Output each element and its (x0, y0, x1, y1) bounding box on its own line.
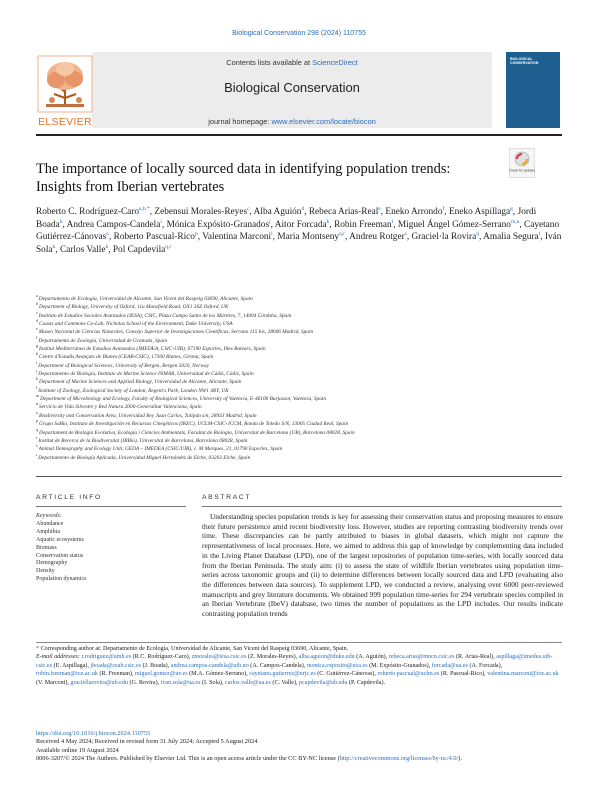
author-affiliation-marker[interactable]: q (476, 231, 480, 238)
affiliation-text: Institute of Zoology, Zoological Society of London, Regent's Park, London NW1 4RY, UK (38, 387, 229, 394)
email-owner: (R. Freeman) (97, 671, 132, 678)
author-name[interactable]: Iván Sola (36, 232, 562, 255)
keyword-item: Abundance (36, 520, 64, 527)
affiliation-marker: a (36, 293, 39, 299)
author-affiliation-marker[interactable]: m,n (510, 218, 520, 225)
email-owner: (R.C. Rodríguez-Caro) (131, 654, 189, 661)
affiliation-item (36, 420, 566, 428)
affiliation-item (36, 445, 566, 453)
email-owner: (M.A. Gómez-Serrano) (187, 671, 247, 678)
author-list: Roberto C. Rodríguez-Caro$^{a,b,*}$, Zebensui Morales-Reyes$^c$, Alba Aguión$^d$, Rebeca Arias-Real$^e$, Eneko Arrondo$^f$, Eneko Aspillaga$^g$, Jordi Boada$^h$, Andrea Campos-Candela$^i$, Mónica Expósito-Granados$^j$, Aitor Forcada$^k$, Robin Freeman$^l$, Miguel Ángel Gómez-Serrano$^{m,n}$, Cayetano Gutiérrez-Cánovas$^o$, Roberto Pascual-Rico$^p$, Valentina Marconi$^l$, Maria Montseny$^{q,r}$, Andreu Rotger$^s$, Graciel·la Rovira$^q$, Amalia Segura$^t$, Iván Sola$^k$, Carlos Valle$^k$, Pol Capdevila$^{q,r}$ (36, 205, 562, 255)
affiliation-item (36, 387, 566, 395)
author-affiliation-marker[interactable]: g (510, 205, 513, 212)
affiliation-marker: f (36, 334, 39, 340)
affiliation-text: Animal Demography and Ecology Unit, GEDA – IMEDEA (CSIC/UIB), c. M Marques, 21, 01790 Esporles, Spain (38, 446, 283, 453)
article-title (36, 160, 506, 196)
affiliation-marker: m (36, 393, 41, 399)
email-link[interactable]: alba.aguion@duke.edu (298, 654, 355, 661)
affiliation-marker: t (36, 451, 39, 457)
affiliation-item (36, 328, 566, 336)
affiliations-rule (36, 476, 562, 477)
affiliation-text: Institut de Recerca de la Biodiversitat (IRBio), Universitat de Barcelona, Barcelona 08028, Spain (38, 437, 248, 444)
email-link[interactable]: ivan.sola@ua.es (160, 679, 201, 686)
affiliation-item (36, 359, 566, 370)
email-link[interactable]: aspillaga@imedea.uib-csic.es (36, 654, 553, 669)
email-owner: (A. Forcada) (468, 662, 501, 669)
title-line: Insights from Iberian vertebrates (36, 179, 225, 195)
author-name[interactable]: Pol Capdevila (112, 244, 166, 255)
email-owner: (R. Pascual-Rico) (439, 671, 485, 678)
author-affiliation-marker[interactable]: k (52, 243, 56, 250)
email-link[interactable]: graciellarovira@ub.edu (70, 679, 128, 686)
affiliation-text: Department of Biological Sciences, University of Bergen, Bergen 5020, Norway (38, 362, 209, 369)
author-name[interactable]: Valentina Marconi (202, 232, 272, 243)
author-name[interactable]: Roberto Pascual-Rico (113, 232, 195, 243)
affiliation-marker: l (36, 385, 39, 390)
affiliation-text: Departamento de Biología, Instituto de Marine Science INMAR, Universidad de Cádiz, Cádiz, Spain (38, 371, 254, 378)
affiliation-text: Coasts and Commons Co-Lab, Nicholas School of the Environment, Duke University, USA (39, 321, 233, 328)
article-history (36, 730, 562, 763)
corresponding-author-note (36, 645, 562, 653)
affiliation-marker: p (36, 418, 39, 424)
affiliation-item (36, 303, 566, 311)
keyword-item: Biomass (36, 544, 57, 551)
affiliation-item (36, 426, 566, 437)
author-affiliation-marker[interactable]: d (301, 205, 305, 212)
author-affiliation-marker[interactable]: q,r (165, 243, 172, 250)
header-rule (36, 134, 562, 136)
abstract-paragraph: Understanding species population trends is key for assessing their conservation status and proposing measures to ensure their future persistence amid recent biodiversity loss. However, studies are reporting contrasting biodiversity trends over time. These discrepancies can be partly attributed to biases in global datasets, which might not capture the representativeness of local processes. Here, we aimed to address this gap of knowledge by complementing data included in the Living Planet Database (LPD), one of the largest repositories of population time-series, with locally sourced data from the Iberian Peninsula. The study aim: (i) to assess the state of wildlife Iberian vertebrates using population time-series across taxonomic groups and (ii) to determine differences between locally sourced data and LPD (evaluating also the differences between data sources). To supplement LPD, we conducted a review, analysing over 6000 peer-reviewed manuscripts and grey literature documents. We obtained 999 population time-series for 294 vertebrate species compiled in an Iberian Vertebrate (IbeV) database, two times the number of populations as the LPD includes. Our results indicate contrasting population trends (202, 512, 563, 619)
author-name[interactable]: Rebeca Arias-Real (308, 207, 379, 217)
badge-label: Check for updates (509, 168, 535, 173)
author-name[interactable]: Eneko Aspillaga (448, 207, 511, 217)
author-affiliation-marker[interactable]: k (326, 218, 330, 225)
author-affiliation-marker[interactable]: q,r (339, 231, 346, 238)
affiliation-item (36, 378, 566, 386)
author-affiliation-marker[interactable]: e (378, 205, 381, 212)
affiliation-text: Servicio de Vida Silvestre y Red Natura 2000-Generalitat Valenciana, Spain (39, 404, 202, 411)
homepage-link[interactable]: www.elsevier.com/locate/biocon (271, 117, 376, 126)
footnote-rule (36, 642, 562, 643)
affiliation-text: Departamento de Zoología, Universidad de Granada, Spain (38, 337, 168, 344)
author-name[interactable]: Miguel Ángel Gómez-Serrano (397, 219, 511, 230)
affiliation-marker: q (36, 426, 39, 432)
affiliation-item (36, 403, 566, 411)
article-info-heading: ARTICLE INFO (36, 494, 102, 501)
affiliation-item (36, 451, 566, 462)
keyword-item: Conservation status (36, 552, 84, 559)
abstract-rule (202, 506, 562, 507)
author-affiliation-marker[interactable]: o (106, 231, 109, 238)
affiliation-item (36, 320, 566, 328)
email-label: E-mail addresses: (36, 654, 80, 661)
affiliation-text: Instituto de Estudios Sociales Avanzados (IESA), CSIC, Plaza Campo Santo de los Mártires, 7, 14004 Córdoba, Spain (38, 312, 292, 319)
keyword-item: Density (36, 568, 55, 575)
email-link[interactable]: cayetano.gutierrez@urjc.es (249, 671, 316, 678)
affiliation-text: Biodiversity and Conservation Area, Universidad Rey Juan Carlos, Tulipán s/n, 28933 Madrid, Spain (39, 412, 257, 419)
author-affiliation-marker[interactable]: j (269, 218, 271, 225)
affiliation-item (36, 437, 566, 445)
author-name[interactable]: Graciel·la Rovira (411, 232, 477, 243)
affiliation-marker: e (36, 326, 39, 332)
author-name[interactable]: Maria Montseny (277, 232, 340, 243)
affiliation-marker: j (36, 368, 39, 374)
author-affiliation-marker[interactable]: l (391, 218, 394, 225)
corresponding-author-text: Corresponding author at: Departamento de Ecología, Universidad de Alicante, San Vicent del Raspeig 03690, Alicante, Spain. (40, 646, 349, 652)
affiliation-text: Departament de Biologia Evolutiva, Ecologia i Ciències Ambientals, Facultat de Biologia, Universitat de Barcelona (UB), Barcelona 08028, Spain (39, 429, 355, 436)
article-info-rule (36, 506, 186, 507)
license-prefix: 0006-3207/© 2024 The Authors. Published by Elsevier Ltd. This is an open access article under the CC BY-NC license ( (36, 754, 340, 762)
affiliation-text: Grupo SaBio, Instituto de Investigación en Recursos Cinegéticos (IREC), UCLM-CSIC-JCCM, Ronda de Toledo S/N, 13005 Ciudad Real, Spain (39, 421, 349, 428)
affiliation-item (36, 345, 566, 353)
affiliation-text: Department of Biology, University of Oxford, 11a Mansfield Road, OX1 3SZ Oxford, UK (39, 304, 229, 311)
email-owner: (R. Arias-Real) (454, 654, 494, 661)
check-for-updates-icon[interactable] (509, 148, 535, 178)
keywords-list (36, 521, 186, 584)
author-affiliation-marker[interactable]: a,b,* (139, 205, 150, 212)
author-name[interactable]: Amalia Segura (483, 232, 539, 243)
email-owner: (A. Campos-Candela) (248, 662, 304, 669)
license-suffix: ). (458, 754, 462, 762)
email-link[interactable]: valentina.marconi@ioz.ac.uk (487, 671, 559, 678)
affiliation-text: Department of Marine Sciences and Applied Biology, Universidad de Alicante, Alicante, Spain (39, 379, 242, 386)
elsevier-tree-logo (36, 54, 94, 114)
keyword-item: Demography (36, 560, 68, 567)
author-affiliation-marker[interactable]: l (271, 231, 273, 238)
author-affiliation-marker[interactable]: c (247, 205, 250, 212)
keywords-label: Keywords: (36, 513, 62, 519)
homepage-prefix: journal homepage: (208, 117, 272, 126)
asterisk-marker: * (36, 646, 40, 652)
affiliation-marker: k (36, 376, 39, 382)
email-link[interactable]: r.rodriguez@umh.es (81, 654, 132, 661)
license-statement (36, 755, 562, 763)
affiliation-text: Centre d'Estudis Avançats de Blanes (CEAB-CSIC), 17300 Blanes, Girona, Spain (39, 354, 214, 361)
email-link[interactable]: forcada@ua.es (431, 662, 468, 669)
author-affiliation-marker[interactable]: k (105, 243, 109, 250)
author-name[interactable]: Mónica Expósito-Granados (166, 219, 270, 230)
affiliation-item (36, 334, 566, 345)
author-name[interactable]: Andreu Rotger (349, 232, 405, 243)
email-link[interactable]: robin.freeman@ioz.ac.uk (36, 671, 98, 678)
cover-title: BIOLOGICAL CONSERVATION (510, 57, 539, 66)
email-link[interactable]: andrea.campos-candela@uib.no (170, 662, 249, 669)
email-owner: (V. Marconi) (36, 679, 68, 686)
affiliation-text: Department of Microbiology and Ecology, Faculty of Biological Sciences, University of Valencia, E-46100 Burjassot, Valencia, Spain (40, 396, 327, 403)
author-affiliation-marker[interactable]: h (59, 218, 63, 225)
journal-title: Biological Conservation (224, 80, 360, 95)
abstract-body (202, 512, 563, 619)
email-owner: (G. Rovira) (127, 679, 158, 686)
author-name[interactable]: Cayetano Gutiérrez-Cánovas (36, 219, 560, 243)
affiliations-list (36, 295, 566, 462)
affiliation-marker: g (36, 343, 39, 349)
author-name[interactable]: Robin Freeman (334, 219, 392, 230)
affiliation-marker: h (36, 351, 39, 357)
author-name[interactable]: Andrea Campos-Candela (66, 219, 161, 230)
keywords-block (36, 513, 186, 584)
author-affiliation-marker[interactable]: i (160, 218, 162, 225)
author-affiliation-marker[interactable]: s (404, 231, 407, 238)
email-link[interactable]: carlos.valle@ua.es (225, 679, 271, 686)
author-affiliation-marker[interactable]: p (194, 231, 198, 238)
author-affiliation-marker[interactable]: t (538, 231, 541, 238)
email-owner: (A. Aguión) (354, 654, 386, 661)
affiliation-text: Departamento de Ecología, Universidad de Alicante, San Vicent del Raspeig 03690, Alicante, Spain (38, 296, 253, 302)
available-online: Available online 19 August 2024 (36, 746, 119, 754)
affiliation-item (36, 353, 566, 361)
journal-homepage (92, 117, 492, 126)
email-link[interactable]: pcapdevila@ub.edu (299, 679, 348, 686)
email-owner: (C. Valle) (270, 679, 296, 686)
license-link[interactable]: http://creativecommons.org/licenses/by-nc/4.0/ (339, 754, 459, 762)
keyword-item: Population dynamics (36, 576, 87, 583)
email-owner: (E. Aspillaga) (52, 662, 88, 669)
affiliation-marker: b (36, 301, 39, 307)
author-name[interactable]: Aitor Forcada (274, 219, 327, 230)
email-owner: (C. Gutiérrez-Cánovas) (315, 671, 375, 678)
email-owner: (J. Boada) (141, 662, 168, 669)
affiliation-marker: o (36, 410, 39, 416)
contents-prefix: Contents lists available at (226, 58, 313, 67)
title-line: The importance of locally sourced data in identifying population trends: (36, 161, 451, 177)
affiliation-marker: s (36, 443, 39, 449)
author-name[interactable]: Carlos Valle (59, 244, 106, 255)
author-affiliation-marker[interactable]: f (442, 205, 445, 212)
contents-line (92, 58, 492, 67)
email-owner: (P. Capdevila) (347, 679, 384, 686)
affiliation-text: Institut Mediterrànea de Estudios Avanzados (IMEDEA, CSIC-UIB), 07190 Esporles, Illes Balears, Spain (39, 346, 266, 353)
keyword-item: Aquatic ecosystems (36, 536, 84, 543)
affiliation-item (36, 412, 566, 420)
email-link[interactable]: jboada@ceab.csic.es (90, 662, 142, 669)
email-link[interactable]: miguel.gomez@uv.es (135, 671, 188, 678)
publisher-name: ELSEVIER (38, 116, 92, 128)
author-name[interactable]: Jordi Boada (36, 207, 537, 230)
affiliation-item (36, 295, 566, 303)
author-name[interactable]: Eneko Arrondo (385, 207, 443, 217)
email-link[interactable]: zmorales@iesa.csic.es (191, 654, 247, 661)
sciencedirect-link[interactable]: ScienceDirect (312, 58, 358, 67)
affiliation-marker: n (36, 401, 39, 407)
affiliation-text: Museo Nacional de Ciencias Naturales, Consejo Superior de Investigaciones Científicas, Serrano 115 bis, 28006 Madrid, Spain (38, 329, 314, 336)
author-name[interactable]: Roberto C. Rodríguez-Caro (36, 207, 140, 217)
affiliation-marker: i (36, 359, 39, 365)
author-name[interactable]: Alba Aguión (253, 207, 302, 217)
affiliation-item (36, 395, 566, 403)
doi-link[interactable]: https://doi.org/10.1016/j.biocon.2024.110755 (36, 730, 151, 737)
email-owner: (I. Sola) (200, 679, 222, 686)
email-owner: (Z. Morales-Reyes) (246, 654, 296, 661)
email-addresses: E-mail addresses: r.rodriguez@umh.es (R.C. Rodríguez-Caro), zmorales@iesa.csic.es (Z. Morales-Reyes), alba.aguion@duke.edu (A. Aguión), rebeca.arias@mncn.csic.es (R. Arias-Real), aspillaga@imedea.uib-csic.es (E. Aspillaga), jboada@ceab.csic.es (J. Boada), andrea.campos-candela@uib.no (A. Campos-Candela), monica.exposito@uca.es (M. Expósito-Granados), forcada@ua.es (A. Forcada), robin.freeman@ioz.ac.uk (R. Freeman), miguel.gomez@uv.es (M.A. Gómez-Serrano), cayetano.gutierrez@urjc.es (C. Gutiérrez-Cánovas), roberto.pascual@uclm.es (R. Pascual-Rico), valentina.marconi@ioz.ac.uk (V. Marconi), graciellarovira@ub.edu (G. Rovira), ivan.sola@ua.es (I. Sola), carlos.valle@ua.es (C. Valle), pcapdevila@ub.edu (P. Capdevila). (36, 654, 559, 686)
affiliation-item (36, 370, 566, 378)
email-link[interactable]: roberto.pascual@uclm.es (377, 671, 440, 678)
email-link[interactable]: rebeca.arias@mncn.csic.es (388, 654, 455, 661)
received-dates: Received 4 May 2024; Received in revised form 31 July 2024; Accepted 5 August 2024 (36, 738, 258, 746)
journal-reference[interactable]: Biological Conservation 298 (2024) 110755 (232, 30, 366, 37)
affiliation-marker: c (36, 309, 39, 315)
author-name[interactable]: Zebensui Morales-Reyes (154, 207, 248, 217)
affiliation-marker: r (36, 435, 39, 441)
affiliation-marker: d (36, 318, 39, 324)
footnotes (36, 645, 562, 687)
affiliation-item (36, 309, 566, 320)
abstract-heading: ABSTRACT (202, 494, 252, 501)
affiliation-text: Departamento de Biología Aplicada, Universidad Miguel Hernández de Elche, 03203 Elche, Spain (38, 454, 251, 461)
email-link[interactable]: monica.exposito@uca.es (306, 662, 368, 669)
keyword-item: Amphibia (36, 528, 60, 535)
email-owner: (M. Expósito-Granados) (367, 662, 429, 669)
